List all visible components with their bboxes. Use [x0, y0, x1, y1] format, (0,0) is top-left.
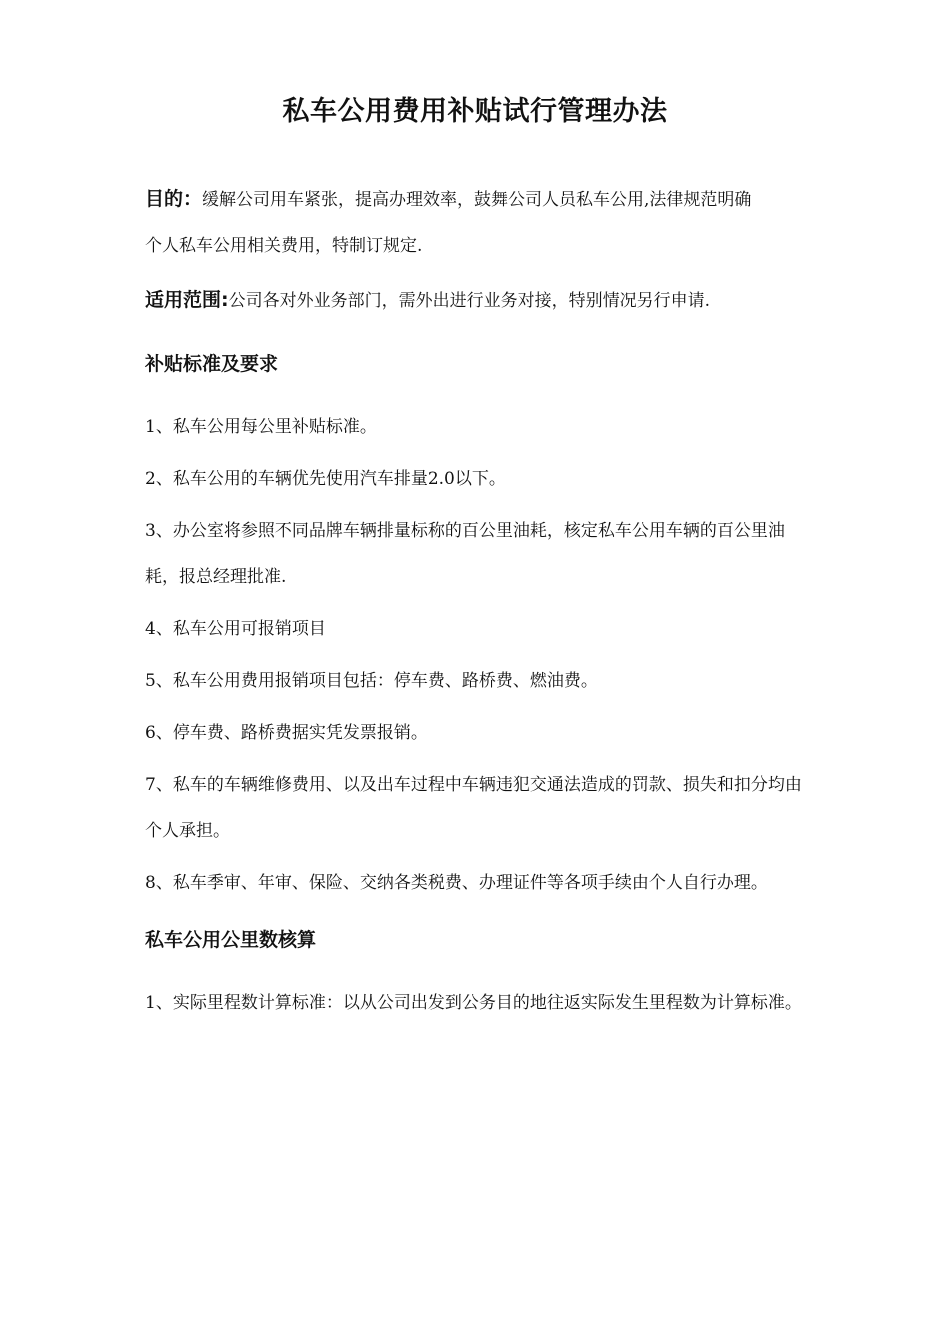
list-item: 1、实际里程数计算标准：以从公司出发到公务目的地往返实际发生里程数为计算标准。: [145, 993, 802, 1013]
scope-text: 公司各对外业务部门，需外出进行业务对接，特别情况另行申请.: [228, 291, 711, 311]
document-body: [145, 176, 810, 1032]
scope-label: 适用范围:: [145, 289, 229, 311]
list-item: 2、私车公用的车辆优先使用汽车排量2.0以下。: [145, 469, 506, 489]
scope-paragraph: [145, 277, 810, 324]
purpose-paragraph-continued: 个人私车公用相关费用，特制订规定.: [145, 236, 423, 256]
list-item: 3、办公室将参照不同品牌车辆排量标称的百公里油耗，核定私车公用车辆的百公里油耗，报总经理批准.: [145, 521, 785, 587]
purpose-label: 目的：: [145, 188, 203, 210]
list-item: 5、私车公用费用报销项目包括：停车费、路桥费、燃油费。: [145, 671, 598, 691]
list-item: 7、私车的车辆维修费用、以及出车过程中车辆违犯交通法造成的罚款、损失和扣分均由个人承担。: [145, 775, 802, 841]
section-heading-mileage: 私车公用公里数核算: [145, 929, 317, 951]
purpose-text: 缓解公司用车紧张，提高办理效率，鼓舞公司人员私车公用,法律规范明确: [202, 190, 752, 210]
purpose-paragraph: [145, 176, 810, 223]
section-heading-subsidy: 补贴标准及要求: [145, 353, 279, 375]
list-item: 8、私车季审、年审、保险、交纳各类税费、办理证件等各项手续由个人自行办理。: [145, 873, 768, 893]
list-item: 1、私车公用每公里补贴标准。: [145, 417, 377, 437]
list-item: 6、停车费、路桥费据实凭发票报销。: [145, 723, 428, 743]
list-item: 4、私车公用可报销项目: [145, 619, 326, 639]
document-title: 私车公用费用补贴试行管理办法: [282, 96, 668, 127]
